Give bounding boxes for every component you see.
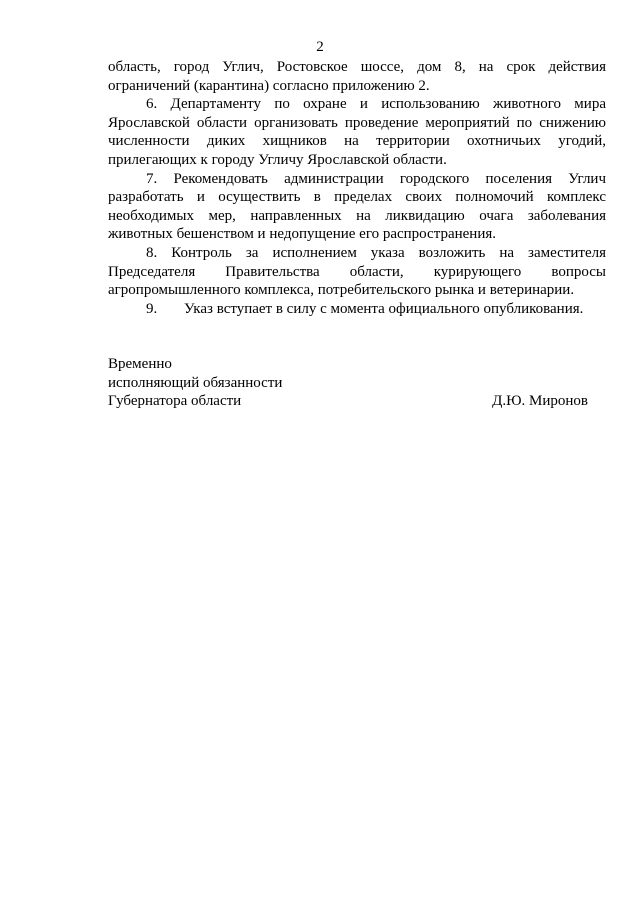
item-9-number: 9. — [146, 300, 158, 317]
signature-title-row — [108, 392, 588, 411]
paragraph-continuation: область, город Углич, Ростовское шоссе, дом 8, на срок действия ограничений (карантина) согласно приложению 2. — [108, 59, 606, 94]
signature-title-line-1: Временно — [108, 356, 172, 372]
page-number: 2 — [316, 39, 324, 55]
item-9-text: Указ вступает в силу с момента официального опубликования. — [184, 300, 584, 317]
signatory-name: Д.Ю. Миронов — [492, 393, 588, 410]
signature-title-line-2: исполняющий обязанности — [108, 374, 283, 391]
document-body — [108, 58, 606, 318]
signature-block — [108, 355, 588, 411]
paragraph-item-7: 7. Рекомендовать администрации городского поселения Углич разработать и осуществить в пределах своих полномочий комплекс необходимых мер, направленных на ликвидацию очага заболевания животных бешенством и недопущение его распространения. — [108, 170, 606, 243]
paragraph-item-9 — [108, 300, 606, 319]
paragraph-item-6: 6. Департаменту по охране и использованию животного мира Ярославской области организовать проведение мероприятий по снижению численности диких хищников на территории охотничьих угодий, прилегающих к городу Угличу Ярославской области. — [108, 96, 606, 168]
paragraph-item-8: 8. Контроль за исполнением указа возложить на заместителя Председателя Правительства области, курирующего вопросы агропромышленного комплекса, потребительского рынка и ветеринарии. — [108, 244, 606, 299]
signature-title-line-3: Губернатора области — [108, 393, 242, 410]
